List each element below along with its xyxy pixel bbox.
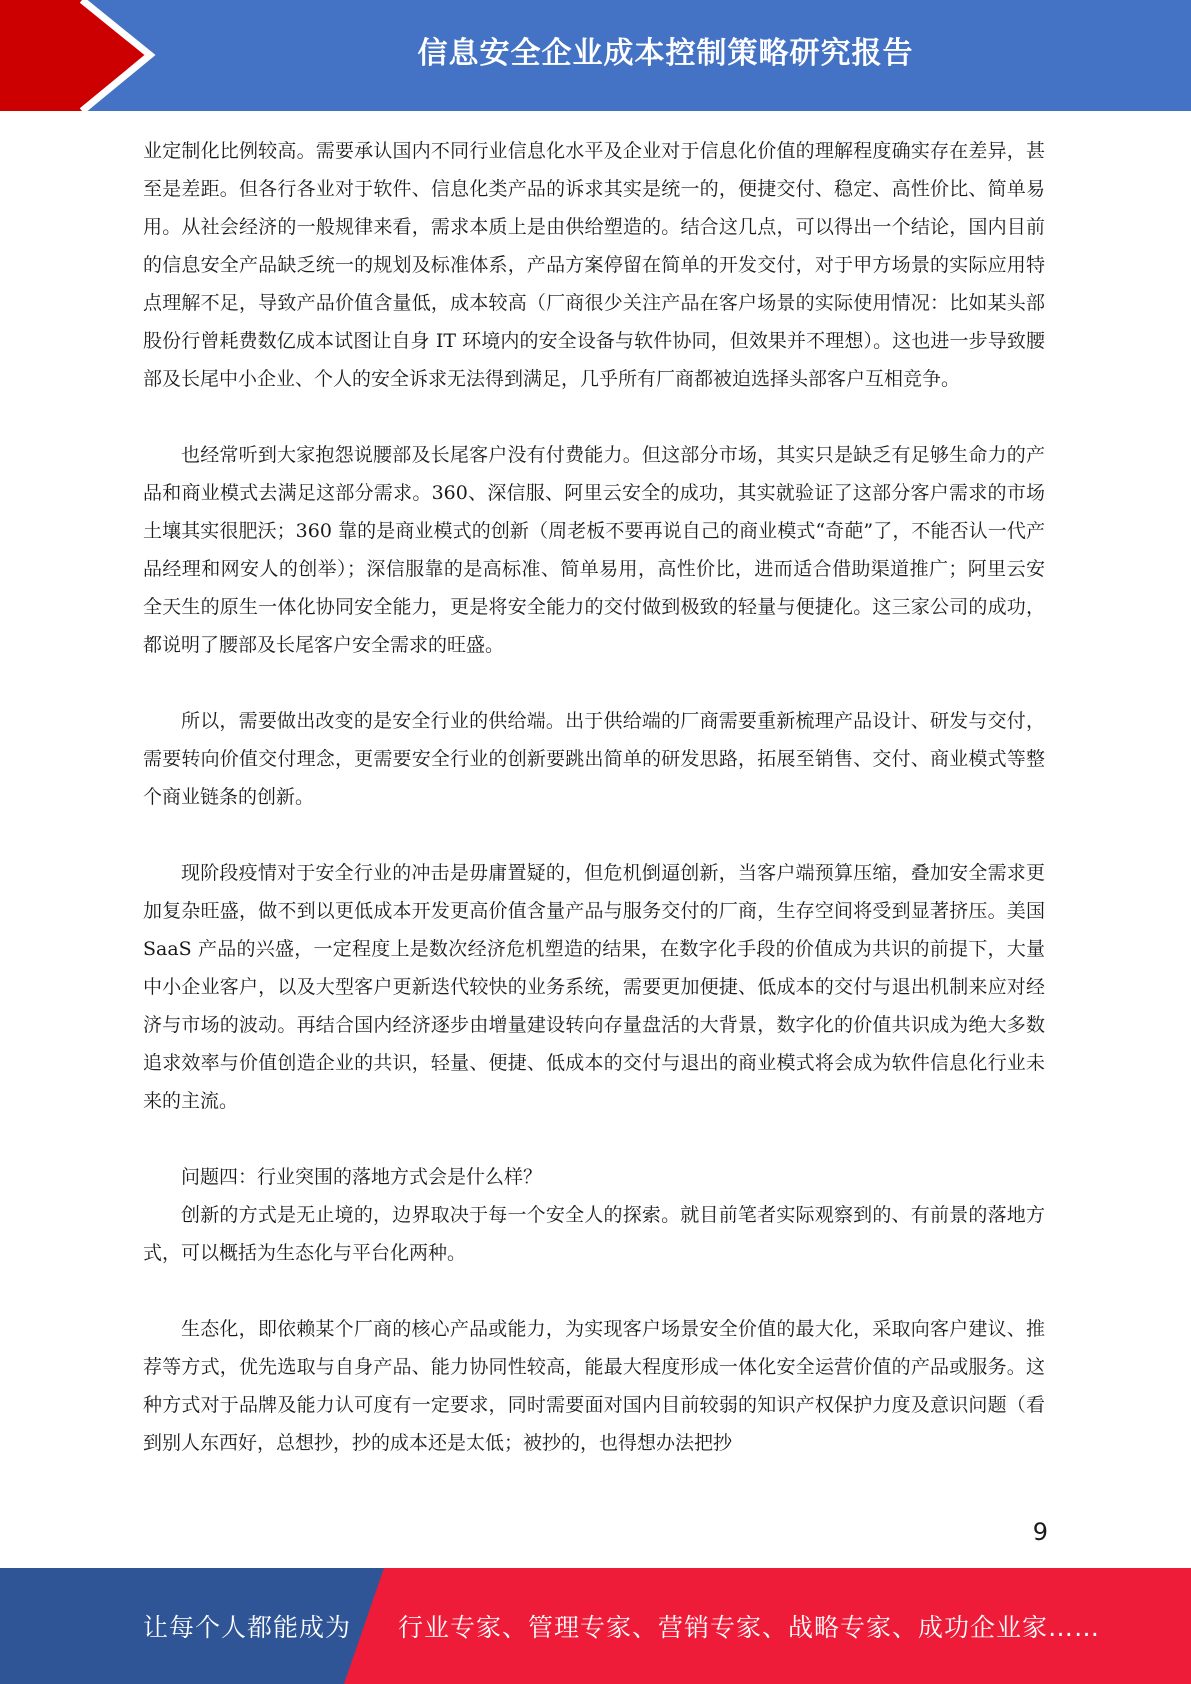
body-paragraph: 问题四：行业突围的落地方式会是什么样？ (181, 1166, 543, 1188)
report-body (143, 132, 1045, 1462)
footer-slogan-right: 行业专家、管理专家、营销专家、战略专家、成功企业家…… (398, 1613, 1101, 1642)
page-header (0, 0, 1191, 111)
footer-slogan-left: 让每个人都能成为 (143, 1613, 352, 1642)
body-paragraph: 现阶段疫情对于安全行业的冲击是毋庸置疑的，但危机倒逼创新，当客户端预算压缩，叠加安全需求更加复杂旺盛，做不到以更低成本开发更高价值含量产品与服务交付的厂商，生存空间将受到显著挤压。美国 SaaS 产品的兴盛，一定程度上是数次经济危机塑造的结果，在数字化手段的价值成为共识的前提下，大量中小企业客户，以及大型客户更新迭代较快的业务系统，需要更加便捷、低成本的交付与退出机制来应对经济与市场的波动。再结合国内经济逐步由增量建设转向存量盘活的大背景，数字化的价值共识成为绝大多数追求效率与价值创造企业的共识，轻量、便捷、低成本的交付与退出的商业模式将会成为软件信息化行业未来的主流。 (143, 862, 1045, 1112)
chevron-red-fill (0, 0, 150, 111)
body-paragraph: 也经常听到大家抱怨说腰部及长尾客户没有付费能力。但这部分市场，其实只是缺乏有足够生命力的产品和商业模式去满足这部分需求。360、深信服、阿里云安全的成功，其实就验证了这部分客户需求的市场土壤其实很肥沃；360 靠的是商业模式的创新（周老板不要再说自己的商业模式“奇葩”了，不能否认一代产品经理和网安人的创举）；深信服靠的是高标准、简单易用，高性价比，进而适合借助渠道推广；阿里云安全天生的原生一体化协同安全能力，更是将安全能力的交付做到极致的轻量与便捷化。这三家公司的成功，都说明了腰部及长尾客户安全需求的旺盛。 (143, 444, 1045, 656)
body-paragraph: 所以，需要做出改变的是安全行业的供给端。出于供给端的厂商需要重新梳理产品设计、研发与交付，需要转向价值交付理念，更需要安全行业的创新要跳出简单的研发思路，拓展至销售、交付、商业模式等整个商业链条的创新。 (143, 710, 1045, 808)
body-paragraph: 创新的方式是无止境的，边界取决于每一个安全人的探索。就目前笔者实际观察到的、有前景的落地方式，可以概括为生态化与平台化两种。 (143, 1204, 1045, 1264)
body-paragraph: 业定制化比例较高。需要承认国内不同行业信息化水平及企业对于信息化价值的理解程度确实存在差异，甚至是差距。但各行各业对于软件、信息化类产品的诉求其实是统一的，便捷交付、稳定、高性价比、简单易用。从社会经济的一般规律来看，需求本质上是由供给塑造的。结合这几点，可以得出一个结论，国内目前的信息安全产品缺乏统一的规划及标准体系，产品方案停留在简单的开发交付，对于甲方场景的实际应用特点理解不足，导致产品价值含量低，成本较高（厂商很少关注产品在客户场景的实际使用情况：比如某头部股份行曾耗费数亿成本试图让自身 IT 环境内的安全设备与软件协同，但效果并不理想）。这也进一步导致腰部及长尾中小企业、个人的安全诉求无法得到满足，几乎所有厂商都被迫选择头部客户互相竞争。 (143, 140, 1045, 390)
page-number: 9 (1032, 1518, 1048, 1546)
header-title: 信息安全企业成本控制策略研究报告 (417, 36, 914, 71)
page-footer (0, 1568, 1191, 1684)
body-paragraph: 生态化，即依赖某个厂商的核心产品或能力，为实现客户场景安全价值的最大化，采取向客户建议、推荐等方式，优先选取与自身产品、能力协同性较高，能最大程度形成一体化安全运营价值的产品或服务。这种方式对于品牌及能力认可度有一定要求，同时需要面对国内目前较弱的知识产权保护力度及意识问题（看到别人东西好，总想抄，抄的成本还是太低；被抄的，也得想办法把抄 (143, 1318, 1045, 1454)
red-chevron-decoration (0, 0, 160, 111)
